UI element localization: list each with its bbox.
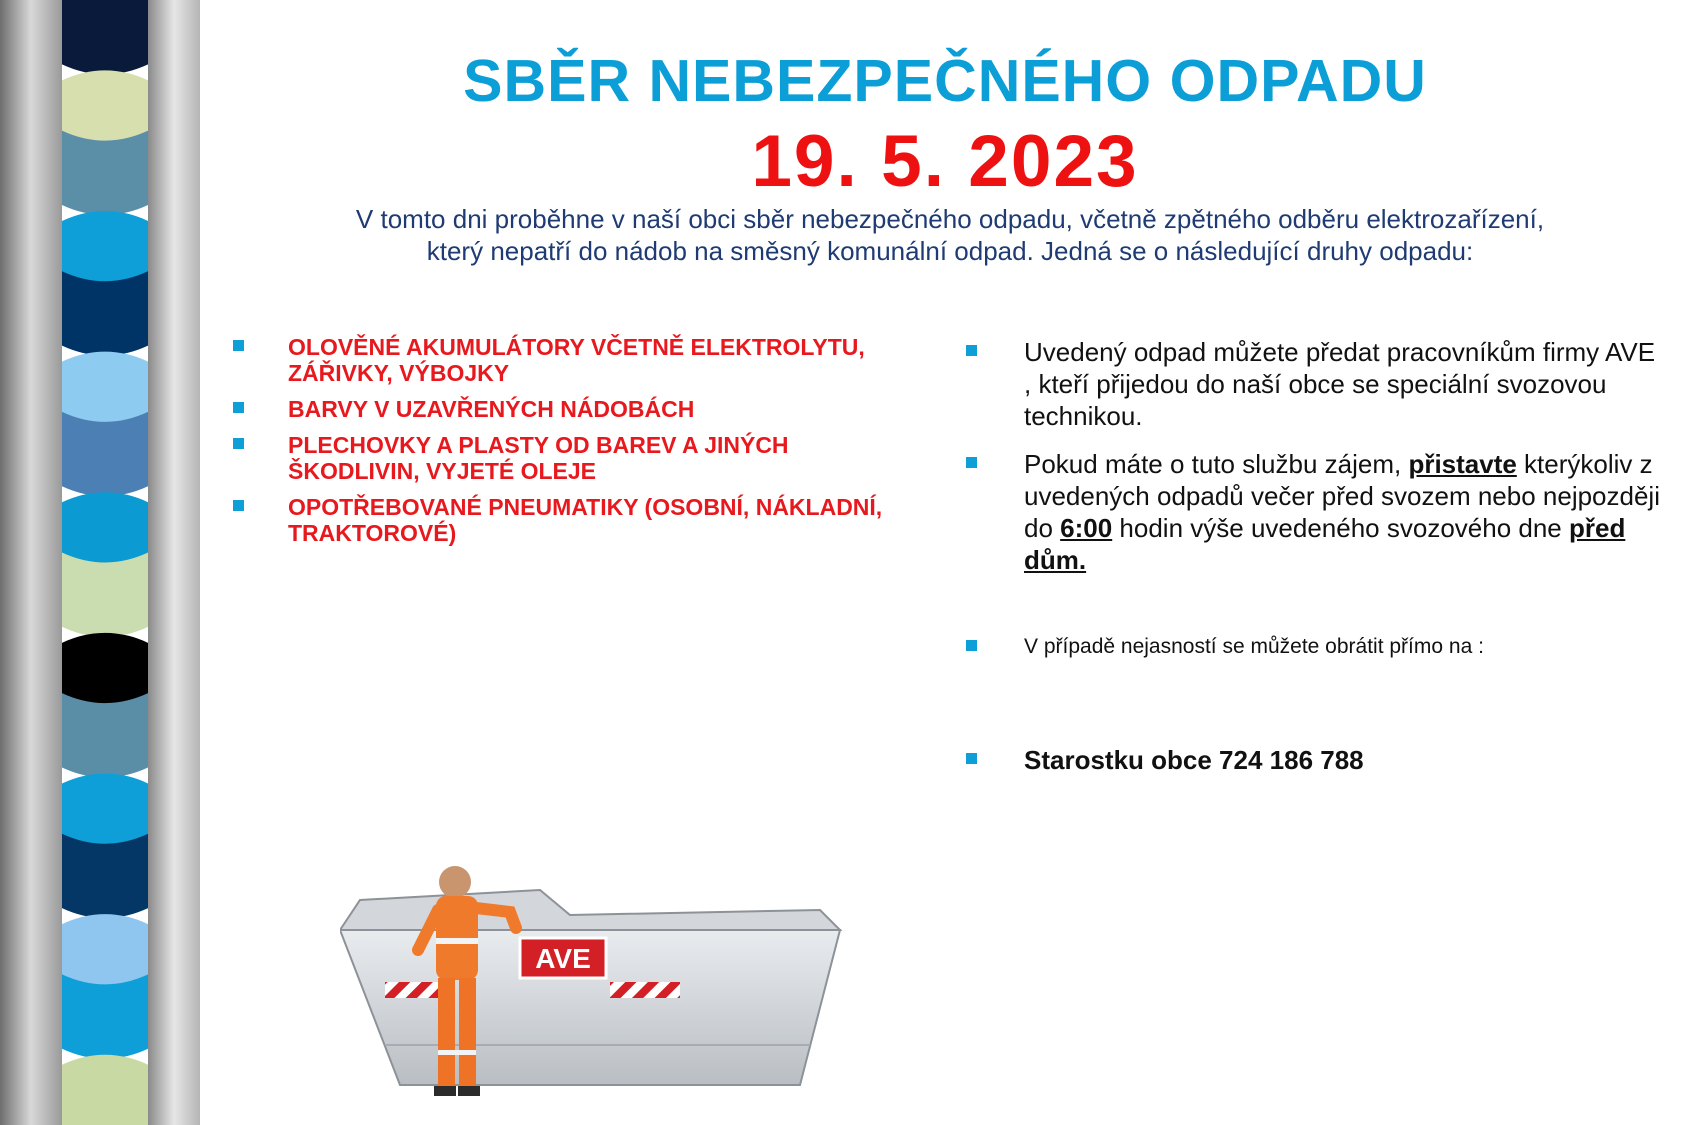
emphasis-location: před dům. — [1024, 513, 1626, 575]
square-bullet-icon — [233, 438, 244, 449]
contact-phone: Starostku obce 724 186 788 — [1024, 745, 1364, 775]
info-item-contact-note — [960, 634, 1660, 660]
info-list — [960, 336, 1660, 776]
collection-date: 19. 5. 2023 — [751, 121, 1139, 202]
square-bullet-icon — [233, 340, 244, 351]
info-text: V případě nejasností se můžete obrátit přímo na : — [1024, 635, 1484, 658]
waste-type-label: BARVY V UZAVŘENÝCH NÁDOBÁCH — [288, 396, 695, 422]
waste-type-label: OPOTŘEBOVANÉ PNEUMATIKY (OSOBNÍ, NÁKLADNÍ, TRAKTOROVÉ) — [288, 494, 883, 546]
info-item-instructions — [960, 448, 1660, 576]
list-item — [230, 432, 890, 484]
square-bullet-icon — [966, 457, 977, 468]
info-text-part: kterýkoliv z uvedených odpadů večer před svozem nebo nejpozději do — [1024, 449, 1660, 543]
emphasis-place-out: přistavte — [1408, 449, 1517, 479]
list-item — [230, 334, 890, 386]
waste-type-list — [230, 334, 890, 556]
waste-type-label: OLOVĚNÉ AKUMULÁTORY VČETNĚ ELEKTROLYTU, ZÁŘIVKY, VÝBOJKY — [288, 334, 865, 386]
info-item-handover — [960, 336, 1660, 432]
page-title: SBĚR NEBEZPEČNÉHO ODPADU — [463, 48, 1427, 114]
square-bullet-icon — [966, 640, 977, 651]
info-text-part: Pokud máte o tuto službu zájem, — [1024, 449, 1409, 479]
info-text-part: hodin výše uvedeného svozového dne — [1112, 513, 1569, 543]
emphasis-deadline-time: 6:00 — [1060, 513, 1113, 543]
info-item-contact — [960, 744, 1660, 776]
waste-type-label: PLECHOVKY A PLASTY OD BAREV A JINÝCH ŠKODLIVIN, VYJETÉ OLEJE — [288, 432, 789, 484]
intro-line-1: V tomto dni proběhne v naší obci sběr nebezpečného odpadu, včetně zpětného odběru elektrozařízení, — [355, 204, 1545, 234]
decorative-side-strip — [0, 0, 200, 1125]
square-bullet-icon — [233, 402, 244, 413]
square-bullet-icon — [233, 500, 244, 511]
list-item — [230, 396, 890, 422]
waste-container-with-worker-icon — [340, 860, 860, 1120]
list-item — [230, 494, 890, 546]
intro-paragraph — [240, 203, 1660, 267]
square-bullet-icon — [966, 753, 977, 764]
info-text: Uvedený odpad můžete předat pracovníkům firmy AVE , kteří přijedou do naší obce se speciální svozovou technikou. — [1024, 337, 1656, 431]
square-bullet-icon — [966, 345, 977, 356]
ave-logo-text: AVE — [535, 943, 591, 974]
intro-line-2: který nepatří do nádob na směsný komunální odpad. Jedná se o následující druhy odpadu: — [426, 236, 1474, 266]
